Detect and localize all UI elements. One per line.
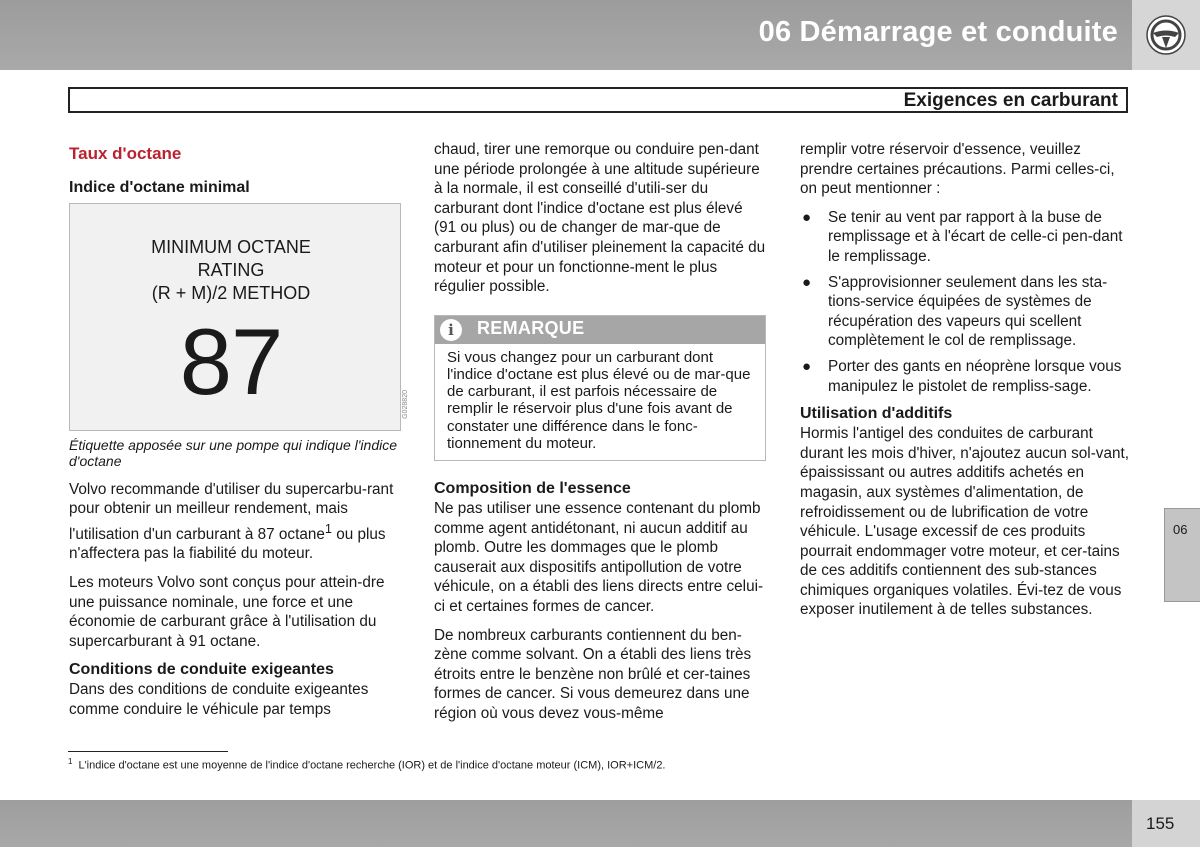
chapter-side-tab[interactable] [1164, 508, 1200, 602]
octane-heading: Taux d'octane [69, 144, 182, 163]
paragraph: Dans des conditions de conduite exigeantes comme conduire le véhicule par temps [69, 681, 369, 719]
chapter-title: 06 Démarrage et conduite [758, 16, 1118, 48]
paragraph: chaud, tirer une remorque ou conduire pen-dant une période prolongée à une altitude supérieure à la normale, il est conseillé d'utili-ser du carburant dont l'indice d'octane est plus élevé (91 ou plus) ou de changer de mar-que de carburant afin d'utiliser pleinement la capacité du moteur et pour un fonctionne-ment le plus régulier possible. [434, 141, 766, 296]
footnote-text: L'indice d'octane est une moyenne de l'indice d'octane recherche (IOR) et de l'indice d'octane moteur (ICM), IOR+ICM/2. [78, 759, 666, 772]
bullet-icon: ● [802, 208, 812, 226]
section-title: Exigences en carburant [903, 90, 1118, 111]
column-1 [69, 140, 409, 729]
label-octane-number: 87 [179, 308, 283, 414]
list-item [800, 273, 1130, 351]
fuel-composition-subheading: Composition de l'essence [434, 479, 631, 497]
label-line-1: MINIMUM OCTANE [151, 236, 311, 257]
column-2 [434, 140, 768, 733]
note-box [434, 315, 766, 461]
paragraph: De nombreux carburants contiennent du ben-zène comme solvant. On a établi des liens très étroits entre le benzène non brûlé et cer-taines formes de cancer. Si vous demeurez dans une région où vous devez vous-même [434, 626, 752, 722]
paragraph: Hormis l'antigel des conduites de carburant durant les mois d'hiver, n'ajoutez aucun sol-vant, épaississant ou autres additifs achetés en magasin, aux systèmes d'alimentation, de refroidissement ou de lubrification de votre véhicule. L'usage excessif de ces produits pourrait endommager votre moteur, et cer-tains de ces additifs contiennent des sub-stances chimiques organiques volatiles. Évi-tez de vous exposer inutilement à de telles substances. [800, 425, 1129, 619]
paragraph-text: ou plus n'affectera pas la fiabilité du moteur. [69, 525, 386, 563]
note-body: Si vous changez pour un carburant dont l'indice d'octane est plus élevé ou de mar-que de carburant, il est parfois nécessaire de remplir le réservoir plus d'une fois avant de constater une différence dans le fonc-tionnement du moteur. [447, 348, 751, 452]
label-line-2: RATING [197, 259, 265, 280]
chapter-icon-box [1132, 0, 1200, 70]
info-icon: i [440, 319, 462, 341]
list-item-text: S'approvisionner seulement dans les sta-tions-service équipées de systèmes de récupération des vapeurs qui scellent complètement le col de remplissage. [828, 273, 1108, 350]
label-image-code: G028820 [402, 389, 409, 419]
octane-label-image [69, 203, 409, 431]
page-number: 155 [1146, 814, 1175, 833]
list-item-text: Se tenir au vent par rapport à la buse de remplissage et à l'écart de celle-ci pen-dant le remplissage. [828, 208, 1123, 265]
image-caption: Étiquette apposée sur une pompe qui indique l'indice d'octane [69, 436, 398, 470]
precautions-list [800, 208, 1130, 396]
list-item [800, 357, 1130, 396]
demanding-conditions-subheading: Conditions de conduite exigeantes [69, 661, 334, 679]
minimum-octane-subheading: Indice d'octane minimal [69, 178, 250, 196]
side-tab-label: 06 [1173, 522, 1188, 537]
bullet-icon: ● [802, 273, 812, 291]
bullet-icon: ● [802, 357, 812, 375]
paragraph: Les moteurs Volvo sont conçus pour attein-dre une puissance nominale, une force et une économie de carburant grâce à l'utilisation du supercarburant à 91 octane. [69, 574, 385, 650]
list-item [800, 208, 1130, 267]
footer-band [0, 800, 1200, 847]
label-line-3: (R + M)/2 METHOD [151, 282, 311, 303]
additives-subheading: Utilisation d'additifs [800, 405, 953, 423]
paragraph-text: Volvo recommande d'utiliser du supercarbu-rant pour obtenir un meilleur rendement, mais l'utilisation d'un carburant à 87 octane [69, 480, 394, 543]
footnote-marker: 1 [68, 757, 73, 766]
paragraph [69, 480, 403, 564]
list-item-text: Porter des gants en néoprène lorsque vous manipulez le pistolet de rempliss-sage. [828, 357, 1122, 395]
page-number-box [1132, 800, 1200, 847]
footnote-divider [68, 751, 228, 752]
column-3 [800, 140, 1130, 629]
section-header-box [68, 87, 1128, 113]
paragraph: remplir votre réservoir d'essence, veuillez prendre certaines précautions. Parmi celles-ci, on peut mentionner : [800, 141, 1115, 198]
note-title: REMARQUE [477, 317, 585, 338]
paragraph: Ne pas utiliser une essence contenant du plomb comme agent antidétonant, ni aucun additif au plomb. Outre les dommages que le plomb causerait aux dispositifs antipollution de votre véhicule, on a établi des liens directs entre celui-ci et certaines formes de cancer. [434, 499, 764, 615]
note-header [435, 316, 765, 344]
steering-wheel-icon [1145, 14, 1187, 56]
footnote-ref: 1 [324, 520, 332, 536]
footnote [68, 757, 666, 772]
